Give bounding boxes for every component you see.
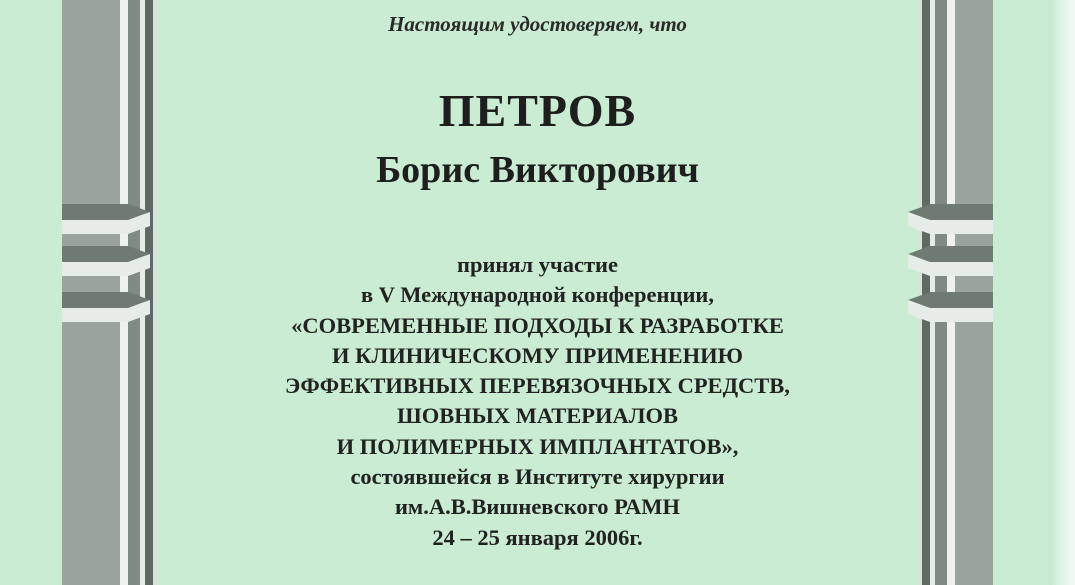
left-border-band-inner: [153, 0, 157, 585]
body-line: ШОВНЫХ МАТЕРИАЛОВ: [397, 403, 678, 429]
body-line: в V Международной конференции,: [360, 282, 715, 308]
intro-line: Настоящим удостоверяем, что: [388, 12, 687, 36]
recipient-surname: ПЕТРОВ: [438, 85, 637, 136]
body-line: «СОВРЕМЕННЫЕ ПОДХОДЫ К РАЗРАБОТКЕ: [291, 312, 784, 338]
right-border-band-inner: [918, 0, 922, 585]
body-line: И ПОЛИМЕРНЫХ ИМПЛАНТАТОВ»,: [336, 433, 739, 459]
body-line: ЭФФЕКТИВНЫХ ПЕРЕВЯЗОЧНЫХ СРЕДСТВ,: [285, 373, 790, 399]
paper-edge: [1049, 0, 1075, 585]
body-line: принял участие: [456, 252, 618, 277]
certificate-body: [180, 250, 895, 553]
body-line: состоявшейся в Институте хирургии: [350, 464, 725, 490]
certificate-text: [180, 0, 895, 585]
body-line: 24 – 25 января 2006г.: [432, 524, 643, 550]
left-border-band-mid: [128, 0, 140, 585]
body-line: И КЛИНИЧЕСКОМУ ПРИМЕНЕНИЮ: [332, 342, 743, 368]
body-line: им.А.В.Вишневского РАМН: [394, 494, 681, 520]
left-border-band-light-2: [140, 0, 145, 585]
left-border-band-dark: [145, 0, 153, 585]
recipient-given-names: Борис Викторович: [376, 149, 699, 191]
